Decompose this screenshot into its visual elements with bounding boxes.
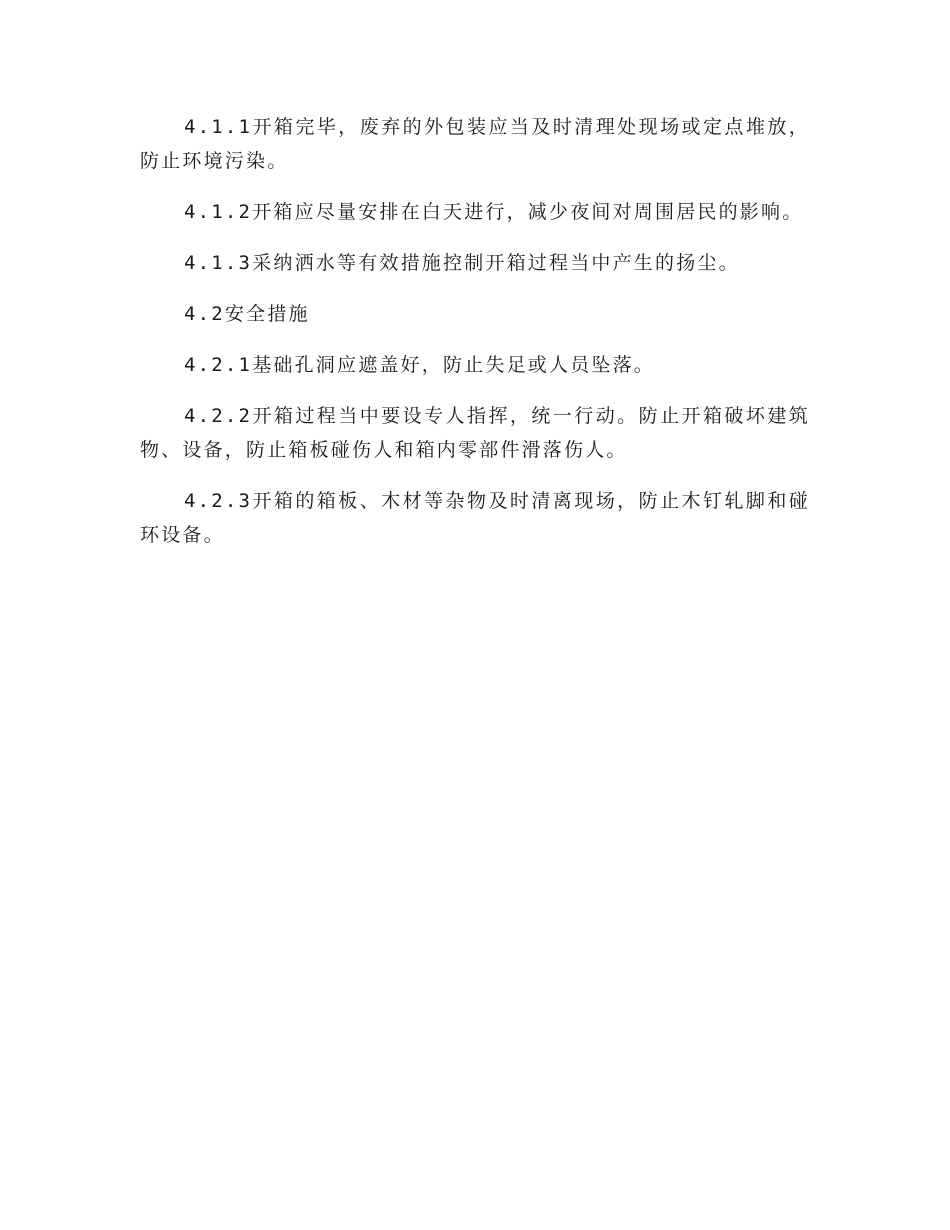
paragraph-4-2-2: 4.2.2开箱过程当中要设专人指挥，统一行动。防止开箱破坏建筑物、设备，防止箱板碰伤人和箱内零部件滑落伤人。 <box>140 405 810 461</box>
document-body <box>140 110 810 569</box>
paragraph-4-2-1: 4.2.1基础孔洞应遮盖好，防止失足或人员坠落。 <box>184 354 655 376</box>
paragraph-4-2-3: 4.2.3开箱的箱板、木材等杂物及时清离现场，防止木钉轧脚和碰环设备。 <box>140 490 810 546</box>
paragraph-4-1-1: 4.1.1开箱完毕，废弃的外包装应当及时清理处现场或定点堆放，防止环境污染。 <box>140 116 810 172</box>
paragraph-4-1-2: 4.1.2开箱应尽量安排在白天进行，减少夜间对周围居民的影响。 <box>184 201 804 223</box>
section-heading-4-2: 4.2安全措施 <box>184 303 310 325</box>
paragraph-4-1-3: 4.1.3采纳洒水等有效措施控制开箱过程当中产生的扬尘。 <box>184 252 740 274</box>
